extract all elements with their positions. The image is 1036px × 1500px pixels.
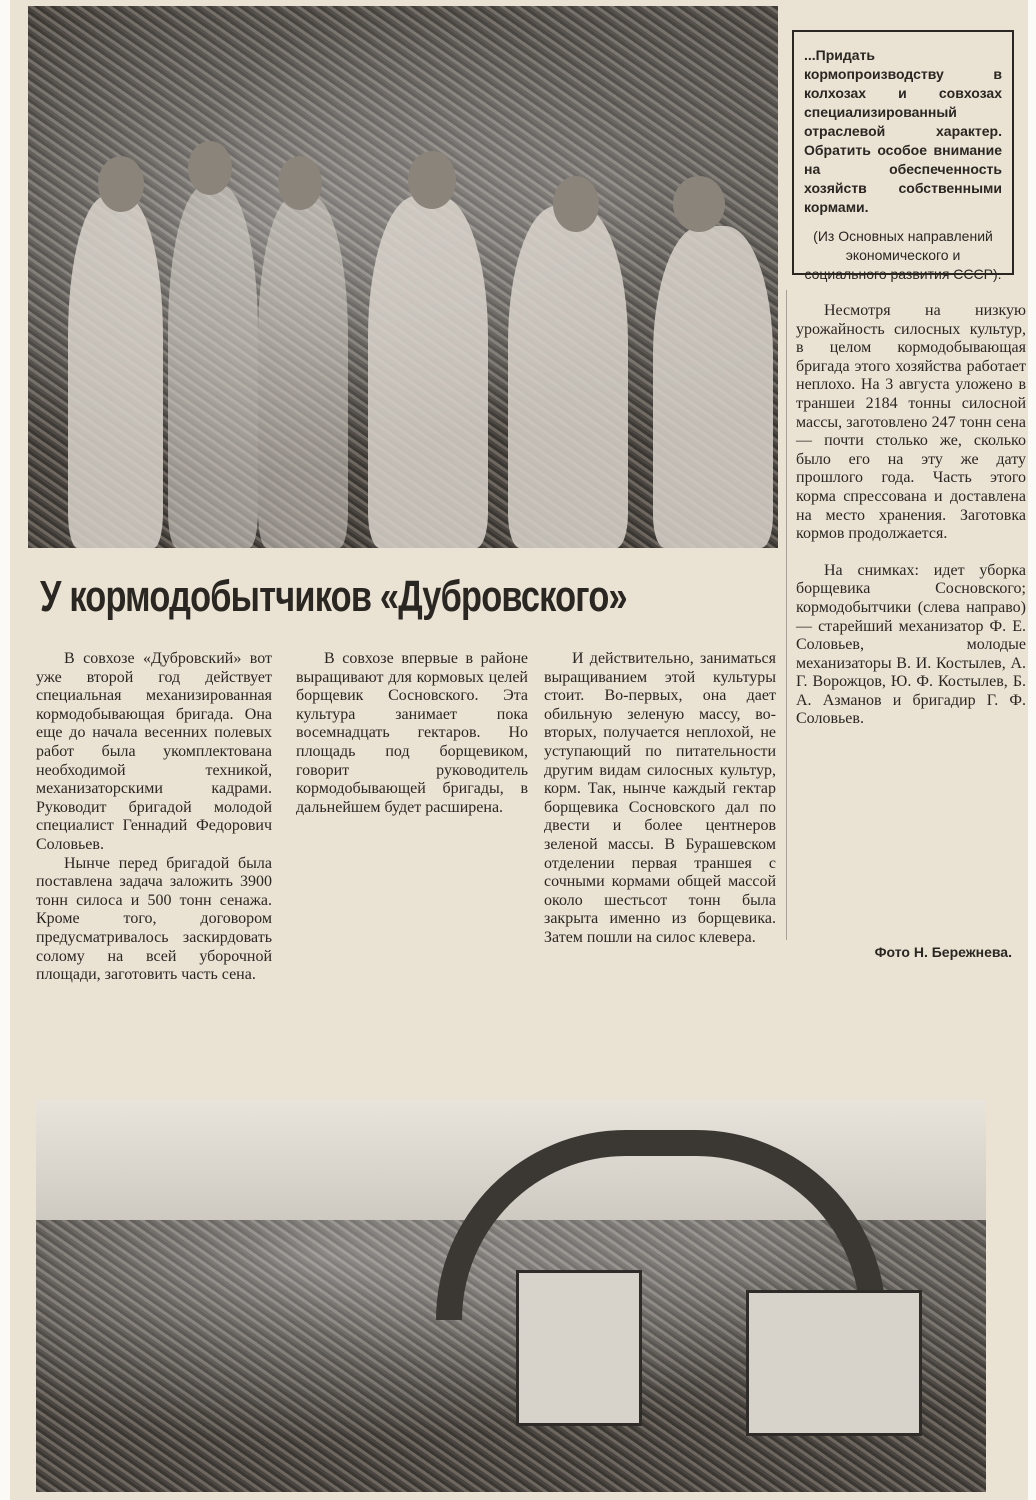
- article-paragraph: И действительно, заниматься выращиванием этой культуры стоит. Во-первых, она дает обильную зеленую массу, во-вторых, получается неплохой, не уступающий по питательности другим видам силосных культур, корм. Так, нынче каждый гектар борщевика Сосновского дал по двести и более центнеров зеленой массы. В Бурашевском отделении первая траншея с сочными кормами общей массой около шестьсот тонн была закрыта именно из борщевика. Затем пошли на силос клевера.: [544, 650, 776, 946]
- article-paragraph: Несмотря на низкую урожайность силосных культур, в целом кормодобывающая бригада этого хозяйства работает неплохо. На 3 августа уложено в траншеи 2184 тонны силосной массы, заготовлено 247 тонн сена — почти столько же, сколько было его на эту же дату прошлого года. Часть этого корма спрессована и доставлена на место хранения. Заготовка кормов продолжается.: [796, 302, 1026, 543]
- photo-credit: Фото Н. Бережнева.: [874, 944, 1012, 960]
- sidebar-quote-box: [792, 30, 1014, 282]
- article-paragraph: В совхозе «Дубровский» вот уже второй год действует специальная механизированная кормодобывающая бригада. Она еще до начала весенних полевых работ была укомплектована необходимой техникой, механизаторскими кадрами. Руководит бригадой молодой специалист Геннадий Федорович Соловьев.: [36, 650, 272, 853]
- photo-brigade-members: [28, 6, 778, 548]
- photo-harvesting-machines: [36, 1100, 986, 1492]
- article-paragraph: В совхозе впервые в районе выращивают для кормовых целей борщевик Сосновского. Эта культура занимает пока восемнадцать гектаров. Но площадь под борщевиком, говорит руководитель кормодобывающей бригады, в дальнейшем будет расширена.: [296, 650, 528, 816]
- article-headline: У кормодобытчиков «Дубровского»: [40, 572, 627, 621]
- sidebar-quote-source: (Из Основных направлений экономического и социального развития СССР).: [804, 228, 1002, 282]
- column-divider: [786, 290, 787, 940]
- truck: [746, 1290, 922, 1436]
- newspaper-page: [10, 0, 1028, 1500]
- article-column-3: [544, 650, 776, 948]
- article-column-1: [36, 650, 272, 985]
- forage-harvester: [516, 1270, 642, 1426]
- photo-caption: На снимках: идет уборка борщевика Сосновского; кормодобытчики (слева направо) — старейший механизатор Ф. Е. Соловьев, молодые механизаторы В. И. Костылев, А. Г. Ворожцов, Ю. Ф. Костылев, Б. А. Азманов и бригадир Г. Ф. Соловьев.: [796, 561, 1026, 728]
- article-paragraph: Нынче перед бригадой была поставлена задача заложить 3900 тонн силоса и 500 тонн сенажа. Кроме того, договором предусматривалось заскирдовать солому на всей уборочной площади, заготовить часть сена.: [36, 854, 272, 984]
- scan-margin: [0, 0, 10, 1500]
- article-column-2: [296, 650, 528, 817]
- article-column-4: [796, 302, 1026, 729]
- sidebar-quote-text: ...Придать кормопроизводству в колхозах и совхозах специализированный отраслевой характер. Обратить особое внимание на обеспеченность хозяйств собственными кормами.: [804, 47, 1002, 215]
